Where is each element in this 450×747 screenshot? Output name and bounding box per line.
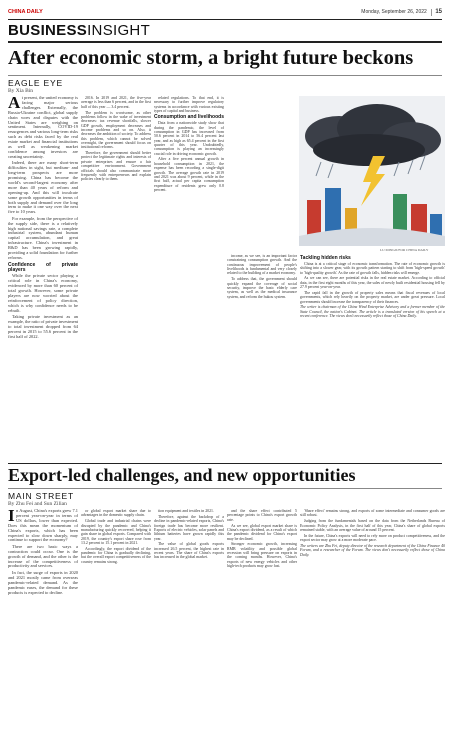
story2-column-1 (8, 509, 78, 743)
story2-paragraph: 'Share effect' remains strong, and exports of some intermediate and consumer goods are still robust. (300, 509, 445, 518)
divider (431, 9, 432, 16)
story1-paragraph: Therefore, the government should better protect the legitimate rights and interests of private enterprises and ensure a fair competitive environment. Government officials should also communicate more frequently with entrepreneurs and explain policies clearly to them. (81, 151, 151, 182)
story2-paragraph: In the future, China's exports will need to rely more on product competitiveness, and the export sector may grow at a more moderate pace. (300, 533, 445, 543)
story2-paragraph: tion equipment and textiles in 2021. (158, 509, 214, 513)
story2-paragraph: Accordingly, the export dividend of the pandemic for China is gradually declining, but the overall export competitiveness of the country remains strong. (81, 546, 151, 564)
story1-paragraph: Data from a nationwide study show that during the pandemic, the level of consumption in GDP has increased from 50.6 percent in 2014 to 56.4 percent last year, and as high as 65.4 percent in the first quarter of this year. Undoubtedly, consumption is playing an increasingly crucial role in driving economic growth. (154, 121, 224, 156)
story2-paragraph: There are two basic ways a contraction could occur. One is the growth of demand, and the other is the increase of the competitiveness of productivity and services. (8, 543, 78, 569)
story1-subheading: Tackling hidden risks (300, 255, 351, 261)
story1-paragraph: For example, from the perspective of the supply side, there is a relatively high national savings rate, a complete industrial system, abundant human capital accumulation, and great infrastructure. China's investment in R&D has been growing rapidly, providing a solid foundation for further reforms. (8, 215, 78, 260)
story1-byline: By Xia Bin (8, 88, 34, 94)
story1-column-2 (81, 96, 151, 460)
story2-paragraph: Judging from the fundamentals based on the data from the Netherlands Bureau of Economic Policy Analysis, in the first half of this year, China's share of global exports remained stable, with an average value of around 15 percent. (300, 519, 445, 532)
story1-kicker: EAGLE EYE (8, 78, 63, 88)
story1-paragraph: income, as we see, is an important factor constraining consumption growth. And the continuous improvement of people's livelihoods is fundamental and very closely related to the building of a market economy. (227, 254, 297, 276)
headline-rule (8, 488, 442, 489)
story1-headline: After economic storm, a bright future beckons (8, 47, 414, 69)
story1-paragraph: The problem is worrisome, as other problems follow in the wake of investment decreases: tax revenue shortfalls, slower GDP growth, employment decreases and income problems and so on. Also, it decreases the ambition of society. To address this problem, which cannot be solved overnight, the government should focus on institutional reforms. (81, 110, 151, 150)
story1-paragraph: After a five percent annual growth in household consumption in 2021, the expense has been recording a single-digit growth. The average growth rate in 2019 and 2021 was about 9 percent, while in the first half, actual per capita consumption expenditure of residents grew only 0.8 percent. (154, 157, 224, 192)
story2-byline: By Zhu Fei and Sun Zilian (8, 501, 67, 507)
story2-paragraph: As we see, global export market share is China's export dividend, as a result of which the pandemic dividend for China's export may be declined. (227, 523, 297, 541)
story1-paragraph: While the private sector playing a critical role in China's economy, evidenced by more than 60 percent of total growth. However, some private players are now worried about the reinforcement of policy direction, which is why confidence needs to be rebuilt. (8, 273, 78, 313)
top-rule (8, 19, 442, 20)
section-rule (8, 41, 442, 43)
section-title (8, 22, 150, 39)
story2-dropcap: I (8, 509, 15, 525)
dateline: Monday, September 26, 2022 (361, 9, 427, 15)
storm-cloud-icon (299, 96, 445, 246)
story2-kicker: MAIN STREET (8, 491, 74, 501)
story1-subheading: Consumption and livelihoods (154, 114, 224, 121)
story1-paragraph: To address that, the government should quickly expand the coverage of social security, improve the basic elderly care system, as well as the medical insurance system, and reform the hukou system. (227, 277, 297, 299)
headline-rule (8, 75, 442, 76)
story2-paragraph: Global trade and industrial chains were disrupted by the pandemic and China's manufacturing quickly recovered, helping it gain share in global exports. Compared with 2019, the country's export share rose from 13.2 percent to 15.1 percent in 2021. (81, 519, 151, 545)
art-spacer (227, 96, 297, 254)
story2-column-4 (227, 509, 297, 743)
art-credit: LU MINGJI/FOR CHINA DAILY (380, 248, 429, 252)
newspaper-logo: CHINA DAILY (8, 9, 43, 15)
story2-paragraph: and the share effect contributed 5 percentage points to China's export growth rate. (227, 509, 297, 522)
story2-paragraph: Stronger economic growth, increasing RMB volatility and possible global recession will bring pressure on exports in the coming months. However, China's exports of new energy vehicles and other high-tech products may grow fast. (227, 542, 297, 569)
story2-paragraph: Therefore, against the backdrop of a decline in pandemic-related exports, China's foreign trade has become more resilient. Exports of electric vehicles, solar panels and lithium batteries have grown rapidly this year. (154, 514, 224, 541)
story1-paragraph: China is at a critical stage of economic transformation. The rate of economic growth is shifting into a slower gear, with its growth pattern starting to shift from 'high-speed growth' to 'high-quality growth'. As the rate of growth falls, hidden risks will emerge. (300, 261, 445, 275)
story2-headline: Export-led challenges, and new opportunities (8, 465, 356, 485)
story1-paragraph: t present, the united economy is facing major serious challenges. Externally, the Russia-Ukraine conflict, global supply chain woes and disputes with the United States are weighing on sentiment. Internally, COVID-19 resurgences and various long-term risks such as debt risks faced by the real estate market and financial institutions as well as weakening market confidence among investors are creating uncertainty. (8, 96, 78, 159)
story1-paragraph: related regulations. To that end, it is necessary to further improve regulatory systems in accordance with various existing types of capital and business. (154, 96, 224, 114)
story2-author-note: The writers are Zhu Fei, deputy director of the research department of the China Finance 40 Forum, and a researcher of the Forum. The views don't necessarily reflect those of China Daily. (300, 543, 445, 557)
story1-paragraph: As we can see, there are potential risks in the real estate market. According to official data, in the first eight months of this year, the sales of newly built residential housing fell by 27.9 percent year-on-year. (300, 276, 445, 290)
page-number: 15 (435, 9, 442, 15)
section-title-light: INSIGHT (87, 22, 151, 39)
section-title-bold: BUSINESS (8, 22, 88, 39)
masthead (8, 6, 442, 18)
story2-column-2 (81, 509, 151, 743)
story1-paragraph: The rapid fall in the growth of property sales means that fiscal revenues of local governments, which rely heavily on the property market, are under great pressure. Local governments should increase the transparency of their finances. (300, 290, 445, 304)
story2-column-5 (300, 509, 445, 743)
story2-paragraph: or global export market share due to advantages in the domestic supply chain. (81, 509, 151, 518)
story1-column-4 (227, 96, 297, 460)
story1-paragraph: Indeed, there are many short-term difficulties in sight, but medium- and long-term prospects are more promising. China has become the world's second-largest economy after more than 40 years of reform and opening-up. And this will inculcate some growth opportunities in terms of both supply and demand over the long term to make it one way over the next five to 10 years. (8, 160, 78, 215)
story1-dropcap: A (8, 96, 21, 112)
story1-column-5 (300, 254, 445, 460)
story-divider (8, 463, 442, 464)
story1-author-note: The writer is chairman of the China Wind Enterprise Advisory and a former member of the State Council, the nation's Cabinet. The article is a translated version of his speech at a recent conference. The views don't necessarily reflect those of China Daily. (300, 305, 445, 319)
story2-column-3 (154, 509, 224, 743)
story1-subheading: Confidence of private players (8, 261, 78, 273)
story2-paragraph: n August, China's exports grew 7.1 percent year-on-year in terms of US dollars, lower than expected. Does this mean the momentum of China's exports, which has been expected to slow down sharply, may continue to support the economy? (8, 509, 78, 543)
storm-illustration (299, 96, 445, 246)
story1-paragraph: 2016. In 2019 and 2021, the five-year average is less than 6 percent, and in the first half of this year — 3.4 percent. (81, 96, 151, 109)
story1-paragraph: Taking private investment as an example, the ratio of private investment to total investment dropped from 64 percent in 2015 to 55.6 percent in the first half of 2022. (8, 313, 78, 339)
story1-column-1 (8, 96, 78, 460)
story2-paragraph: The value of global goods exports increased 26.5 percent, the highest rate in recent years. The share of China's exports has increased in the global market. (154, 542, 224, 560)
story2-paragraph: In fact, the surge of exports in 2020 and 2021 mostly came from overseas pandemic-related demand. As the pandemic eases, the demand for these products is expected to decline. (8, 569, 78, 595)
story1-column-3 (154, 96, 224, 460)
